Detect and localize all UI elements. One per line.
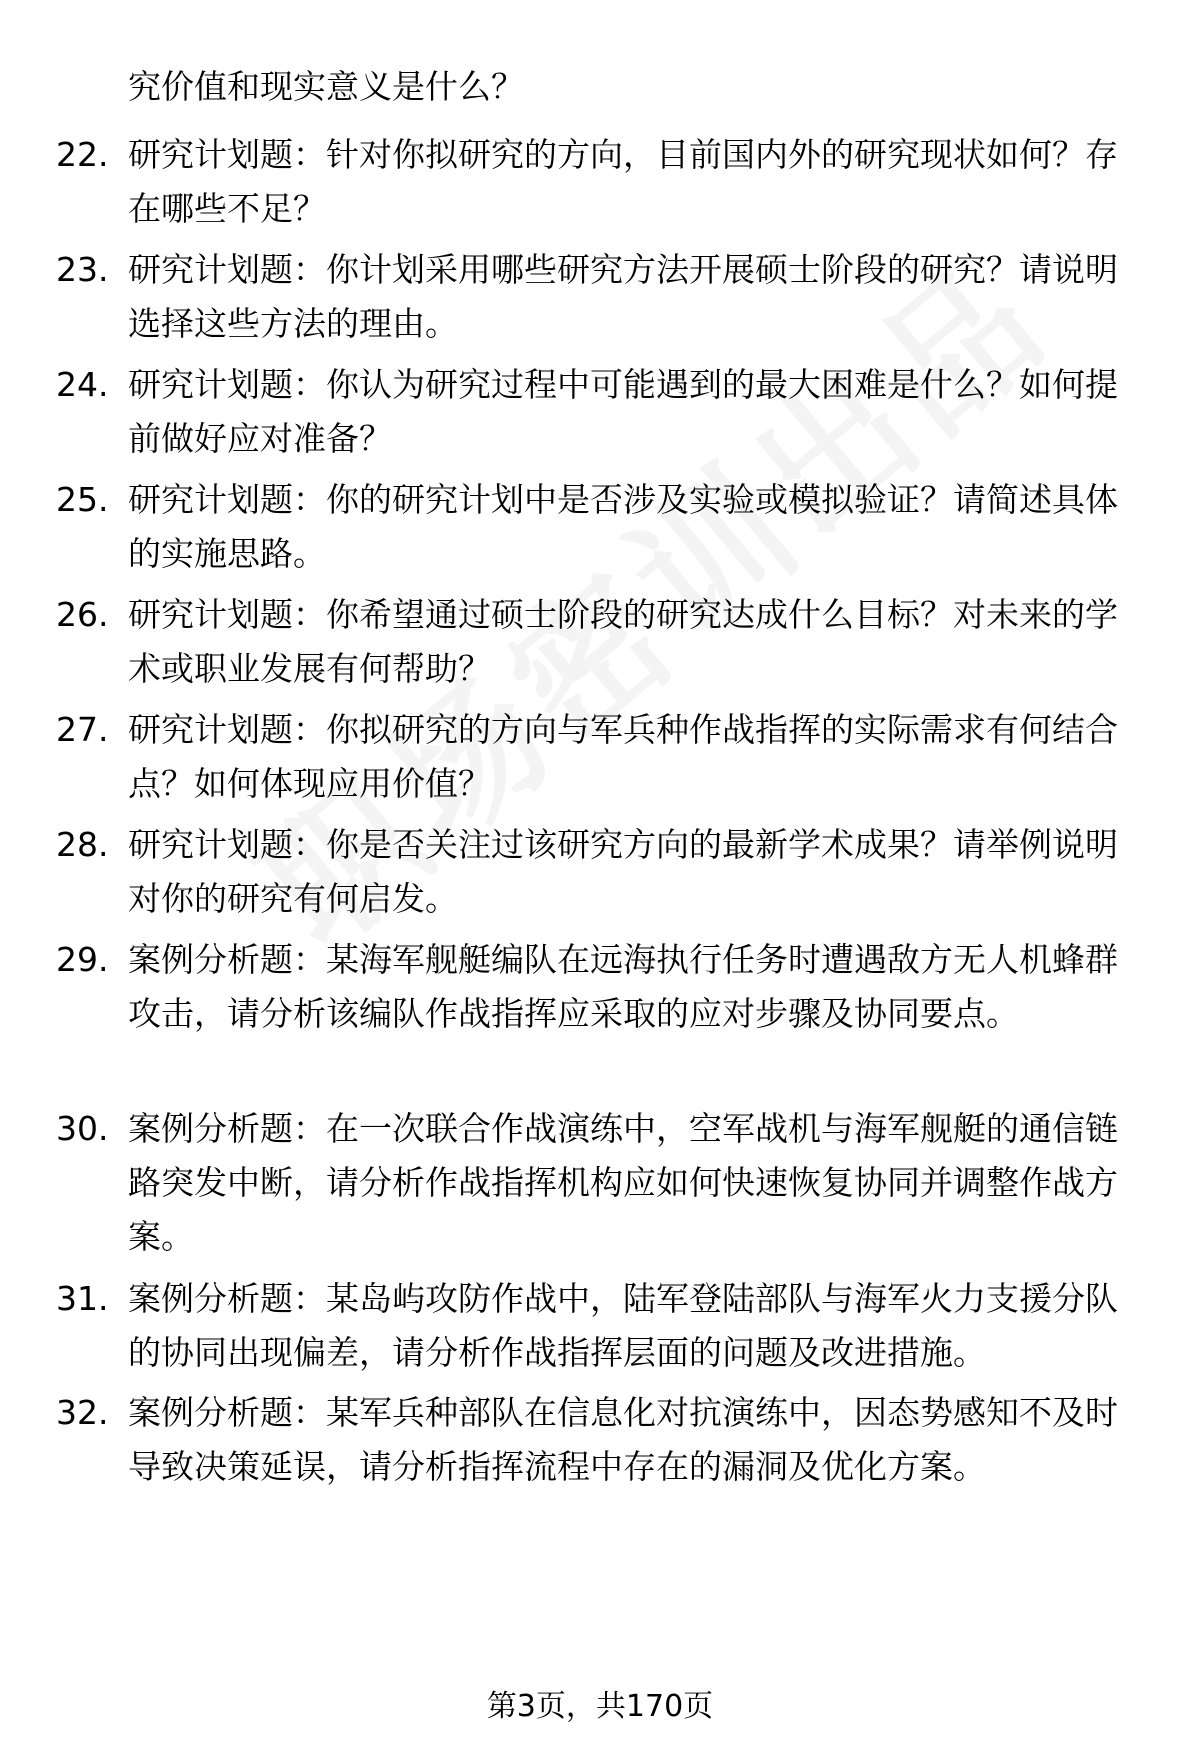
continuation-text: 究价值和现实意义是什么？ — [128, 67, 524, 106]
question-item — [56, 1272, 1146, 1380]
question-item — [56, 358, 1146, 466]
page-footer: 第3页，共170页 — [486, 1689, 714, 1724]
question-number: 30. — [56, 1109, 109, 1148]
question-number: 32. — [56, 1393, 109, 1432]
question-item — [56, 473, 1146, 581]
question-text: 研究计划题：你认为研究过程中可能遇到的最大困难是什么？如何提前做好应对准备？ — [128, 365, 1118, 458]
question-item — [56, 128, 1146, 236]
question-item — [56, 1386, 1146, 1494]
question-text: 研究计划题：针对你拟研究的方向，目前国内外的研究现状如何？存在哪些不足？ — [128, 135, 1118, 228]
question-number: 23. — [56, 250, 109, 289]
question-item — [56, 588, 1146, 696]
question-number: 22. — [56, 135, 109, 174]
question-text: 研究计划题：你希望通过硕士阶段的研究达成什么目标？对未来的学术或职业发展有何帮助？ — [128, 595, 1118, 688]
question-item — [56, 818, 1146, 926]
question-number: 24. — [56, 365, 109, 404]
question-text: 案例分析题：某岛屿攻防作战中，陆军登陆部队与海军火力支援分队的协同出现偏差，请分析作战指挥层面的问题及改进措施。 — [128, 1279, 1118, 1372]
question-item — [56, 703, 1146, 811]
question-text: 研究计划题：你的研究计划中是否涉及实验或模拟验证？请简述具体的实施思路。 — [128, 480, 1118, 573]
question-item — [56, 1102, 1146, 1264]
question-number: 28. — [56, 825, 109, 864]
question-item — [56, 243, 1146, 351]
question-text: 案例分析题：某军兵种部队在信息化对抗演练中，因态势感知不及时导致决策延误，请分析指挥流程中存在的漏洞及优化方案。 — [128, 1393, 1118, 1486]
question-item — [56, 933, 1146, 1041]
question-number: 25. — [56, 480, 109, 519]
question-number: 29. — [56, 940, 109, 979]
question-text: 研究计划题：你计划采用哪些研究方法开展硕士阶段的研究？请说明选择这些方法的理由。 — [128, 250, 1118, 343]
question-text: 案例分析题：某海军舰艇编队在远海执行任务时遭遇敌方无人机蜂群攻击，请分析该编队作战指挥应采取的应对步骤及协同要点。 — [128, 940, 1118, 1033]
question-text: 案例分析题：在一次联合作战演练中，空军战机与海军舰艇的通信链路突发中断，请分析作战指挥机构应如何快速恢复协同并调整作战方案。 — [128, 1109, 1118, 1256]
question-number: 31. — [56, 1279, 109, 1318]
question-text: 研究计划题：你拟研究的方向与军兵种作战指挥的实际需求有何结合点？如何体现应用价值？ — [128, 710, 1118, 803]
question-text: 研究计划题：你是否关注过该研究方向的最新学术成果？请举例说明对你的研究有何启发。 — [128, 825, 1118, 918]
question-number: 26. — [56, 595, 109, 634]
question-number: 27. — [56, 710, 109, 749]
